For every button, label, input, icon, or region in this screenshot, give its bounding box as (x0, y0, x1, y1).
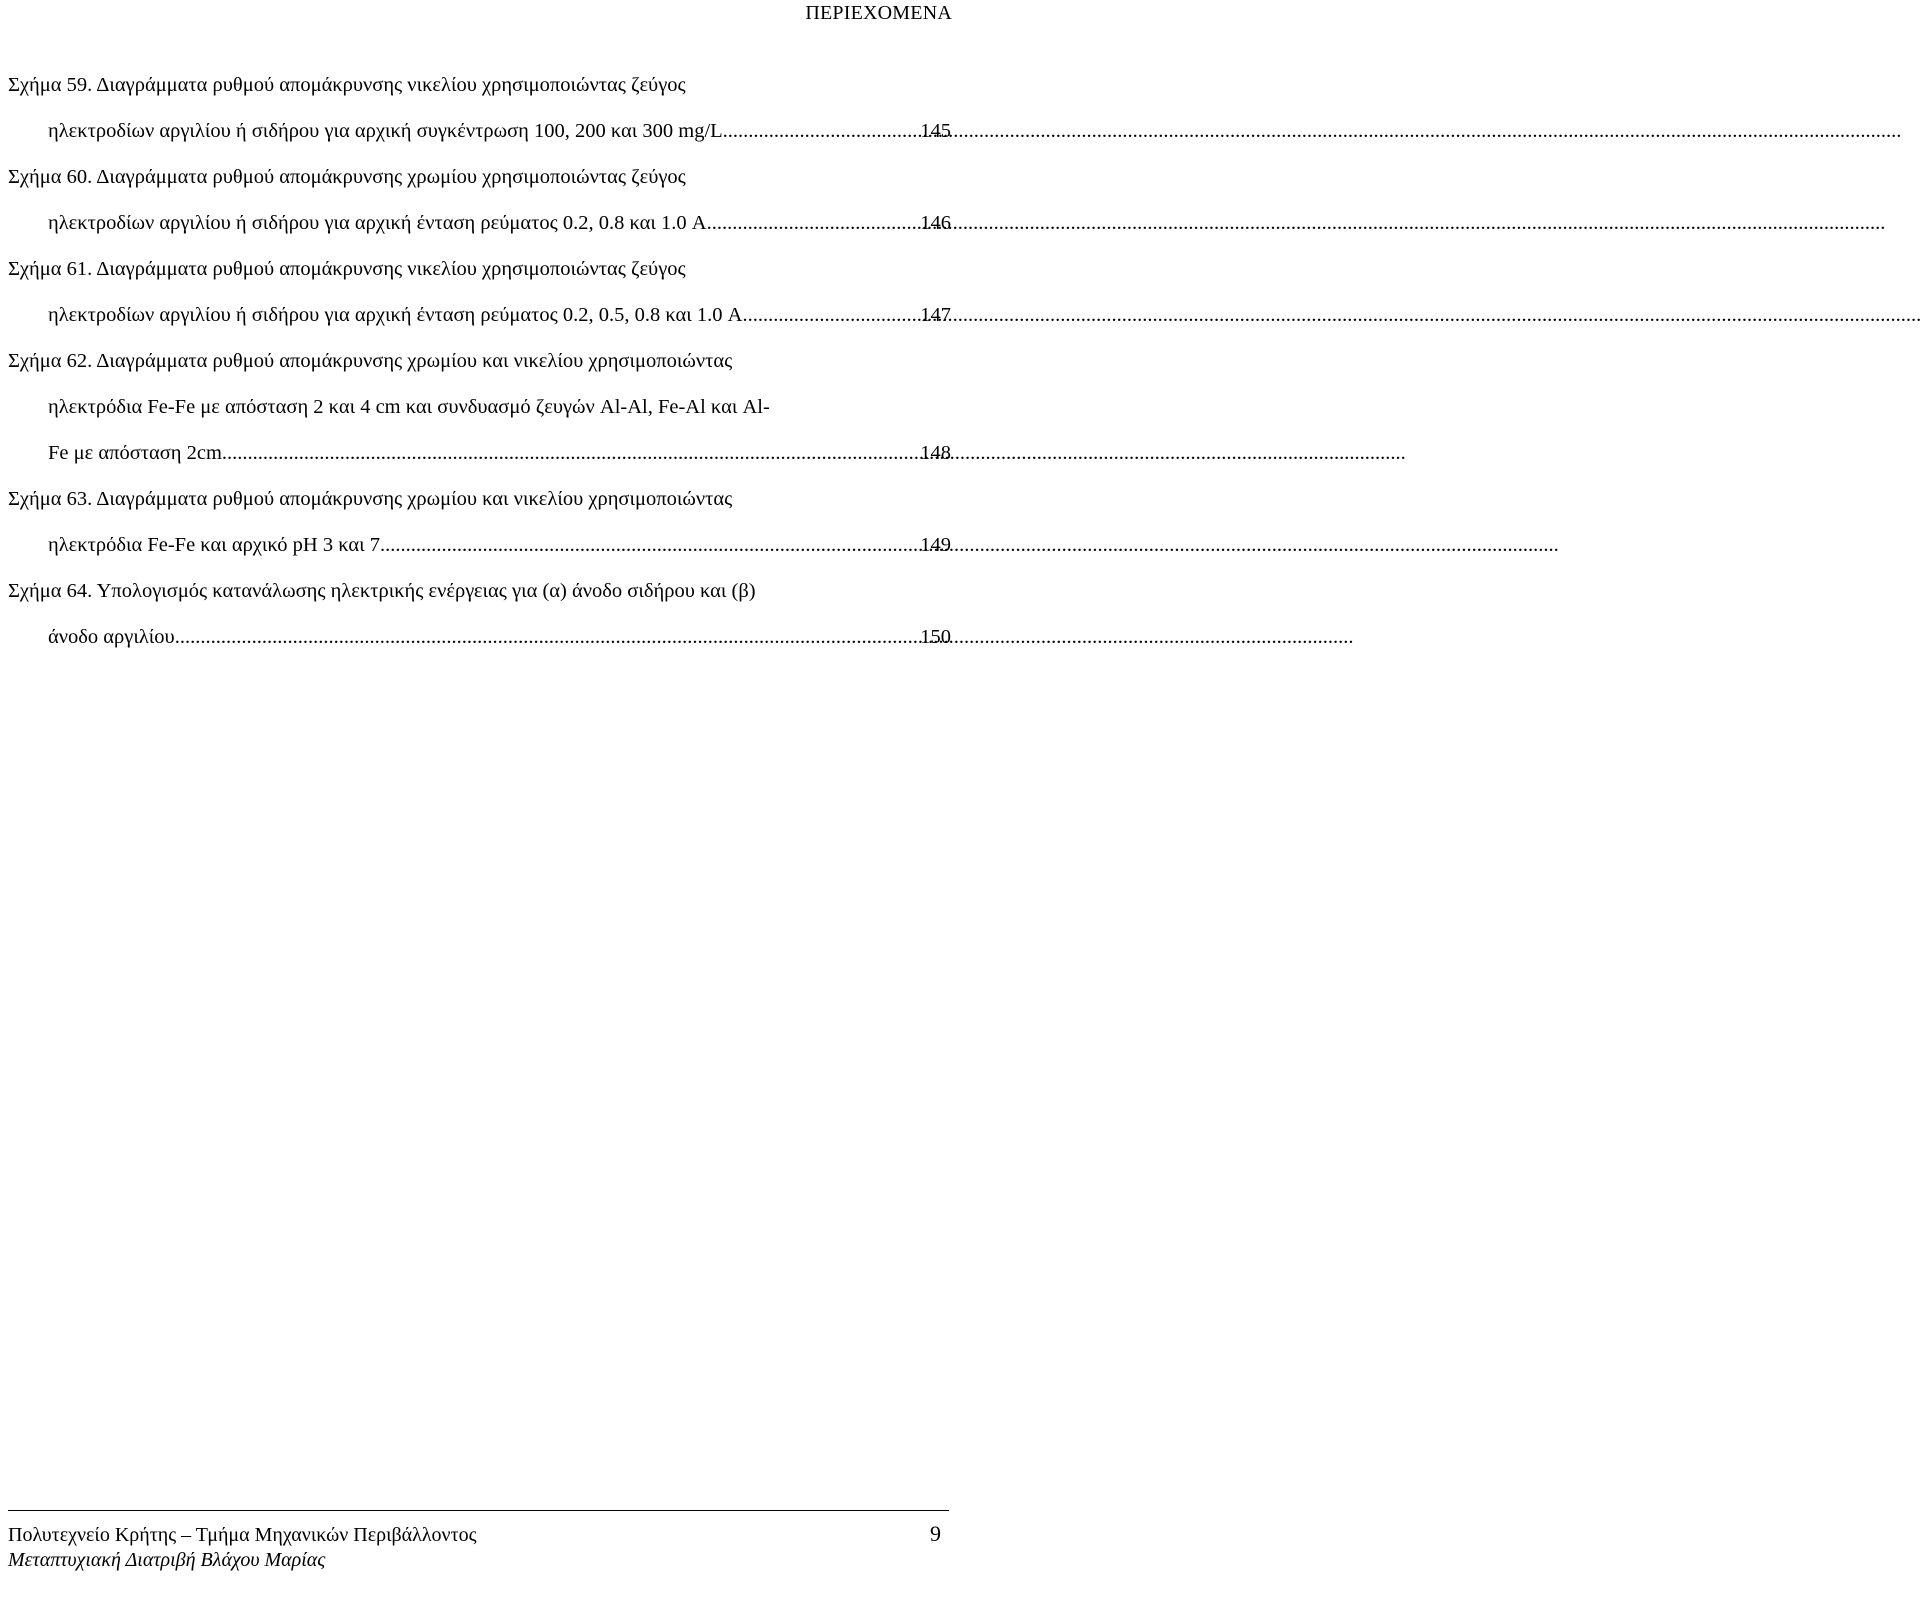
toc-entry-line (8, 476, 951, 522)
dot-leader (707, 200, 921, 246)
toc-entry-line (8, 292, 951, 338)
page-header-title: ΠΕΡΙΕΧΟΜΕΝΑ (805, 2, 952, 24)
footer-institution: Πολυτεχνείο Κρήτης – Τμήμα Μηχανικών Περιβάλλοντος (8, 1524, 477, 1546)
footer-thesis-title: Μεταπτυχιακή Διατριβή Βλάχου Μαρίας (8, 1549, 326, 1571)
toc-entry-title: Σχήμα 64. Υπολογισμός κατανάλωσης ηλεκτρικής ενέργειας για (α) άνοδο σιδήρου και (β) (8, 580, 756, 602)
toc-entry-line (8, 430, 951, 476)
toc-entry-line (8, 200, 951, 246)
toc-entry-line (8, 338, 951, 384)
toc-page-number: 146 (920, 212, 951, 234)
table-of-figures (8, 62, 951, 660)
toc-entry-line (8, 614, 951, 660)
dot-leader (175, 614, 921, 660)
toc-entry-figure-64[interactable] (8, 568, 951, 660)
dot-leader (227, 430, 920, 476)
toc-entry-title: ηλεκτροδίων αργιλίου ή σιδήρου για αρχική συγκέντρωση 100, 200 και 300 mg/L (48, 120, 723, 142)
toc-page-number: 149 (920, 534, 951, 556)
toc-entry-figure-62[interactable] (8, 338, 951, 476)
toc-entry-title: Fe με απόσταση 2cm. (48, 442, 228, 464)
toc-entry-line (8, 108, 951, 154)
toc-entry-title: άνοδο αργιλίου (48, 626, 175, 648)
toc-entry-title: Σχήμα 60. Διαγράμματα ρυθμού απομάκρυνσης χρωμίου χρησιμοποιώντας ζεύγος (8, 166, 686, 188)
toc-entry-title: ηλεκτρόδια Fe-Fe με απόσταση 2 και 4 cm και συνδυασμό ζευγών Al-Al, Fe-Al και Al- (48, 396, 770, 418)
footer-page-number: 9 (930, 1521, 941, 1546)
toc-entry-title: ηλεκτροδίων αργιλίου ή σιδήρου για αρχική ένταση ρεύματος 0.2, 0.8 και 1.0 A (48, 212, 707, 234)
toc-entry-line (8, 522, 951, 568)
toc-page-number: 150 (920, 626, 951, 648)
dot-leader (380, 522, 920, 568)
toc-entry-figure-61[interactable] (8, 246, 951, 338)
toc-page-number: 145 (920, 120, 951, 142)
toc-entry-line (8, 154, 951, 200)
toc-entry-line (8, 246, 951, 292)
dot-leader (723, 108, 921, 154)
toc-page-number: 148 (920, 442, 951, 464)
toc-entry-title: Σχήμα 61. Διαγράμματα ρυθμού απομάκρυνσης νικελίου χρησιμοποιώντας ζεύγος (8, 258, 686, 280)
toc-entry-line (8, 62, 951, 108)
toc-entry-title: ηλεκτροδίων αργιλίου ή σιδήρου για αρχική ένταση ρεύματος 0.2, 0.5, 0.8 και 1.0 A (48, 304, 743, 326)
toc-page-number: 147 (920, 304, 951, 326)
toc-entry-title: ηλεκτρόδια Fe-Fe και αρχικό pH 3 και 7 (48, 534, 381, 556)
page-footer (8, 1510, 949, 1573)
toc-entry-line (8, 568, 951, 614)
toc-entry-figure-63[interactable] (8, 476, 951, 568)
toc-entry-figure-59[interactable] (8, 62, 951, 154)
dot-leader (742, 292, 920, 338)
toc-entry-title: Σχήμα 63. Διαγράμματα ρυθμού απομάκρυνσης χρωμίου και νικελίου χρησιμοποιώντας (8, 488, 733, 510)
toc-entry-line (8, 384, 951, 430)
toc-entry-figure-60[interactable] (8, 154, 951, 246)
toc-entry-title: Σχήμα 62. Διαγράμματα ρυθμού απομάκρυνσης χρωμίου και νικελίου χρησιμοποιώντας (8, 350, 733, 372)
toc-entry-title: Σχήμα 59. Διαγράμματα ρυθμού απομάκρυνσης νικελίου χρησιμοποιώντας ζεύγος (8, 74, 686, 96)
